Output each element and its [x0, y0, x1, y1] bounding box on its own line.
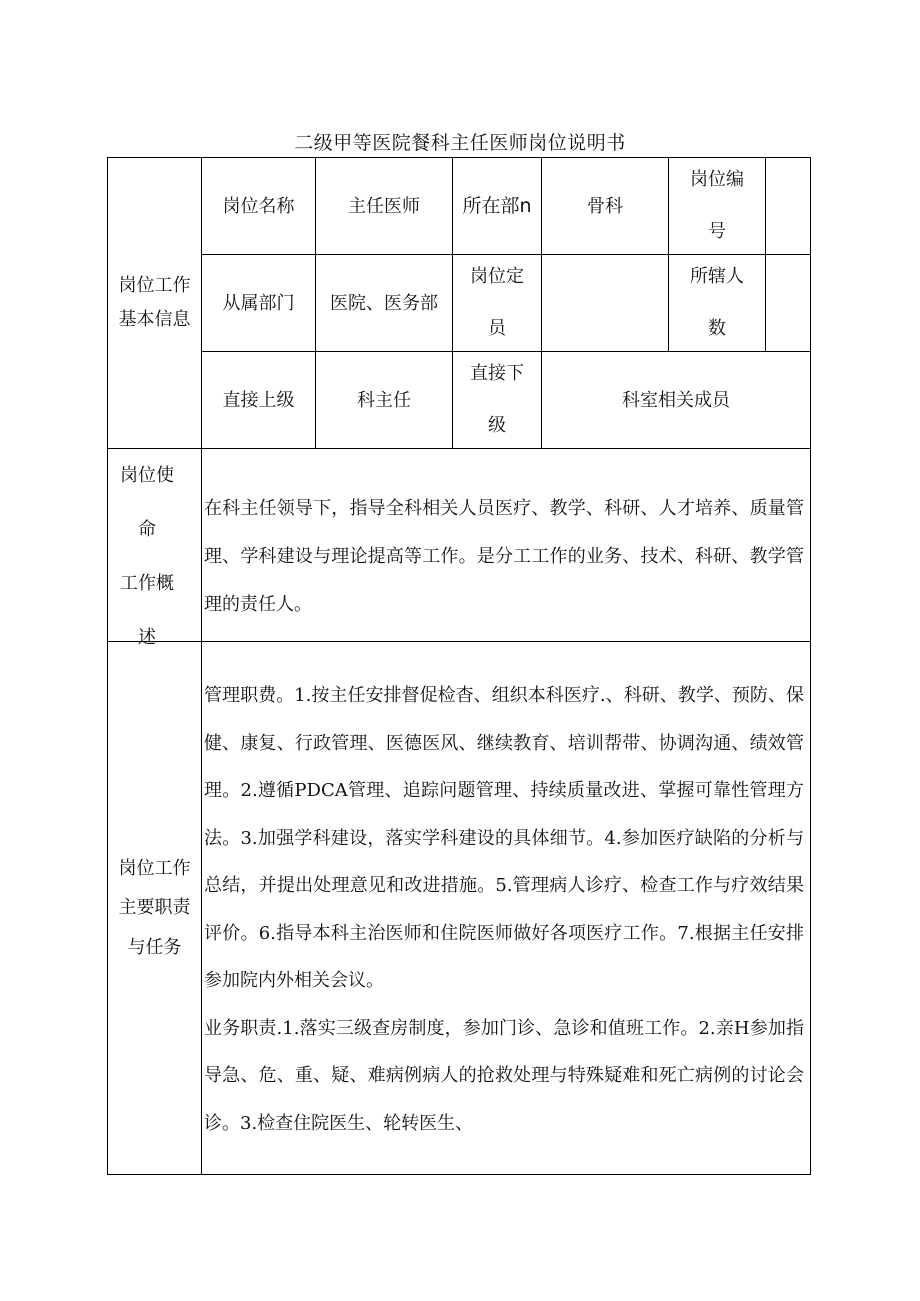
mission-label: 岗位使 命 工作概 述: [107, 448, 202, 642]
headcount-value: [541, 254, 669, 352]
duties-content: [201, 641, 811, 1175]
document-title: 二级甲等医院餐科主任医师岗位说明书: [294, 132, 626, 154]
duties-paragraph: 管理职费。1.按主任安排督促检杳、组织本科医疗.、科研、教学、预防、保健、康复、行政管理、医德医风、继续教育、培训帮带、协调沟通、绩效管理。2.遵循PDCA管理、追踪问题管理、持续质量改进、掌握可靠性管理方法。3.加强学科建设，落实学科建设的具体细节。4.参加医疗缺陷的分析与总结，并提出处理意见和改进措施。5.管理病人诊疗、检查工作与疗效结果评价。6.指导本科主治医师和住院医师做好各项医疗工作。7.根据主任安排参加院内外相关会议。: [204, 685, 804, 991]
department-label: 所在部n: [452, 157, 542, 255]
position-name-value: 主任医师: [315, 157, 453, 255]
mission-text: 在科主任领导下，指导全科相关人员医疗、教学、科研、人才培养、质量管理、学科建设与理论提高等工作。是分工工作的业务、技术、科研、教学管理的责任人。: [201, 448, 811, 642]
basic-info-section-label: 岗位工作 基本信息: [107, 157, 202, 449]
duties-label: 岗位工作 主要职责 与任务: [107, 641, 202, 1175]
direct-subordinate-value: 科室相关成员: [541, 351, 811, 449]
duties-paragraph: 业务职责.1.落实三级查房制度，参加门诊、急诊和值班工作。2.亲H参加指导急、危、重、疑、难病例病人的抢救处理与特殊疑难和死亡病例的讨论会诊。3.检查住院医生、轮转医生、: [204, 1017, 804, 1134]
subordinates-count-label: 所辖人 数: [668, 254, 766, 352]
headcount-label: 岗位定 员: [452, 254, 542, 352]
affiliated-dept-value: 医院、医务部: [315, 254, 453, 352]
direct-superior-value: 科主任: [315, 351, 453, 449]
direct-subordinate-label: 直接下 级: [452, 351, 542, 449]
direct-superior-label: 直接上级: [201, 351, 316, 449]
position-name-label: 岗位名称: [201, 157, 316, 255]
position-number-value: [765, 157, 811, 255]
position-number-label: 岗位编 号: [668, 157, 766, 255]
subordinates-count-value: [765, 254, 811, 352]
department-value: 骨科: [541, 157, 669, 255]
affiliated-dept-label: 从属部门: [201, 254, 316, 352]
